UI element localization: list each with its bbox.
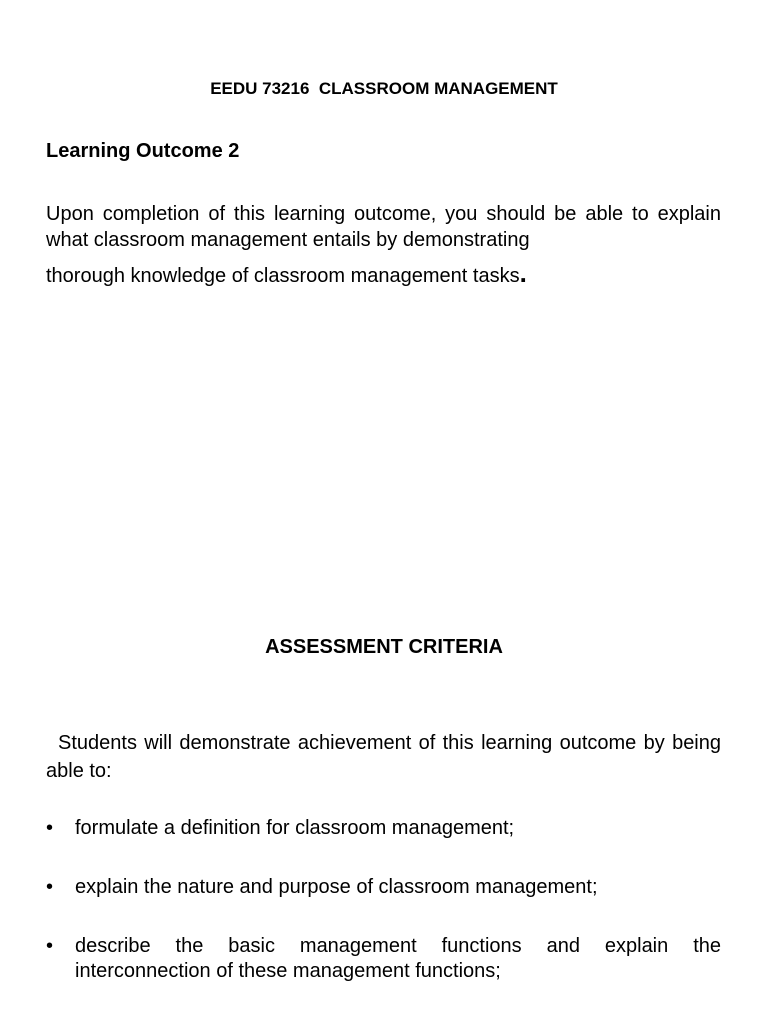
bullet-icon: • [46,876,54,898]
criteria-list-item [46,816,721,841]
intro-last-line-text: thorough knowledge of classroom management tasks [46,265,520,287]
criteria-text: explain the nature and purpose of classroom management; [75,876,598,898]
criteria-list [46,816,721,1018]
intro-text: Upon completion of this learning outcome, you should be able to explain what classroom management entails by demonstrating [46,203,721,251]
bullet-icon: • [46,935,54,957]
criteria-list-item [46,934,721,984]
intro-last-line [46,260,721,289]
learning-outcome-paragraph [46,201,721,289]
intro-period: . [519,258,527,288]
criteria-list-item [46,875,721,900]
bullet-icon: • [46,817,54,839]
criteria-text: formulate a definition for classroom management; [75,817,515,839]
learning-outcome-heading: Learning Outcome 2 [46,140,240,162]
criteria-intro-paragraph: Students will demonstrate achievement of this learning outcome by being able to: [46,732,721,782]
course-title: EEDU 73216 CLASSROOM MANAGEMENT [210,79,558,98]
criteria-text: describe the basic management functions and explain the interconnection of these management functions; [75,935,721,982]
assessment-criteria-heading: ASSESSMENT CRITERIA [265,636,503,658]
